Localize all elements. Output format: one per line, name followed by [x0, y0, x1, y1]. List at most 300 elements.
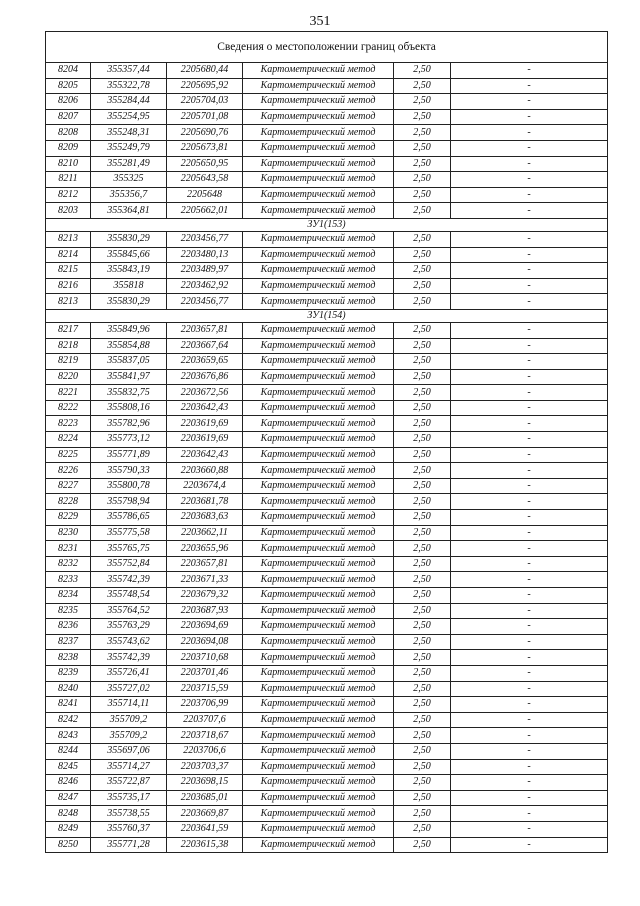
y-coordinate-cell: 2203456,77	[167, 294, 243, 310]
y-coordinate-cell: 2205701,08	[167, 109, 243, 125]
y-coordinate-cell: 2205673,81	[167, 140, 243, 156]
y-coordinate-cell: 2205680,44	[167, 63, 243, 79]
table-title: Сведения о местоположении границ объекта	[46, 32, 608, 63]
table-row	[46, 837, 608, 853]
method-cell: Картометрический метод	[243, 603, 394, 619]
table-row	[46, 790, 608, 806]
note-cell: -	[451, 588, 608, 604]
x-coordinate-cell: 355743,62	[91, 634, 167, 650]
y-coordinate-cell: 2203706,6	[167, 743, 243, 759]
point-number-cell: 8212	[46, 187, 91, 203]
y-coordinate-cell: 2203674,4	[167, 478, 243, 494]
x-coordinate-cell: 355248,31	[91, 125, 167, 141]
accuracy-cell: 2,50	[394, 156, 451, 172]
y-coordinate-cell: 2205650,95	[167, 156, 243, 172]
y-coordinate-cell: 2203642,43	[167, 447, 243, 463]
method-cell: Картометрический метод	[243, 354, 394, 370]
method-cell: Картометрический метод	[243, 432, 394, 448]
x-coordinate-cell: 355782,96	[91, 416, 167, 432]
point-number-cell: 8203	[46, 203, 91, 219]
y-coordinate-cell: 2203679,32	[167, 588, 243, 604]
boundary-table	[45, 31, 608, 853]
x-coordinate-cell: 355697,06	[91, 743, 167, 759]
accuracy-cell: 2,50	[394, 572, 451, 588]
method-cell: Картометрический метод	[243, 125, 394, 141]
accuracy-cell: 2,50	[394, 463, 451, 479]
method-cell: Картометрический метод	[243, 759, 394, 775]
accuracy-cell: 2,50	[394, 650, 451, 666]
point-number-cell: 8213	[46, 231, 91, 247]
y-coordinate-cell: 2203657,81	[167, 322, 243, 338]
note-cell: -	[451, 203, 608, 219]
accuracy-cell: 2,50	[394, 294, 451, 310]
table-row	[46, 728, 608, 744]
point-number-cell: 8230	[46, 525, 91, 541]
point-number-cell: 8223	[46, 416, 91, 432]
note-cell: -	[451, 231, 608, 247]
x-coordinate-cell: 355254,95	[91, 109, 167, 125]
table-row	[46, 712, 608, 728]
accuracy-cell: 2,50	[394, 447, 451, 463]
point-number-cell: 8228	[46, 494, 91, 510]
point-number-cell: 8207	[46, 109, 91, 125]
table-row	[46, 203, 608, 219]
accuracy-cell: 2,50	[394, 385, 451, 401]
note-cell: -	[451, 634, 608, 650]
accuracy-cell: 2,50	[394, 400, 451, 416]
point-number-cell: 8246	[46, 775, 91, 791]
point-number-cell: 8242	[46, 712, 91, 728]
accuracy-cell: 2,50	[394, 775, 451, 791]
x-coordinate-cell: 355357,44	[91, 63, 167, 79]
accuracy-cell: 2,50	[394, 140, 451, 156]
x-coordinate-cell: 355832,75	[91, 385, 167, 401]
x-coordinate-cell: 355735,17	[91, 790, 167, 806]
point-number-cell: 8205	[46, 78, 91, 94]
y-coordinate-cell: 2203669,87	[167, 806, 243, 822]
note-cell: -	[451, 525, 608, 541]
table-row	[46, 510, 608, 526]
x-coordinate-cell: 355281,49	[91, 156, 167, 172]
method-cell: Картометрический метод	[243, 775, 394, 791]
y-coordinate-cell: 2203706,99	[167, 697, 243, 713]
y-coordinate-cell: 2203718,67	[167, 728, 243, 744]
table-row	[46, 541, 608, 557]
y-coordinate-cell: 2203489,97	[167, 263, 243, 279]
table-row	[46, 603, 608, 619]
section-title: ЗУ1(154)	[46, 309, 608, 322]
point-number-cell: 8244	[46, 743, 91, 759]
note-cell: -	[451, 837, 608, 853]
point-number-cell: 8214	[46, 247, 91, 263]
x-coordinate-cell: 355748,54	[91, 588, 167, 604]
method-cell: Картометрический метод	[243, 63, 394, 79]
point-number-cell: 8231	[46, 541, 91, 557]
table-row	[46, 619, 608, 635]
y-coordinate-cell: 2203619,69	[167, 432, 243, 448]
x-coordinate-cell: 355798,94	[91, 494, 167, 510]
x-coordinate-cell: 355742,39	[91, 650, 167, 666]
method-cell: Картометрический метод	[243, 556, 394, 572]
note-cell: -	[451, 556, 608, 572]
method-cell: Картометрический метод	[243, 821, 394, 837]
y-coordinate-cell: 2203703,37	[167, 759, 243, 775]
y-coordinate-cell: 2203701,46	[167, 665, 243, 681]
method-cell: Картометрический метод	[243, 806, 394, 822]
section-title: ЗУ1(153)	[46, 218, 608, 231]
table-row	[46, 400, 608, 416]
point-number-cell: 8243	[46, 728, 91, 744]
method-cell: Картометрический метод	[243, 416, 394, 432]
note-cell: -	[451, 743, 608, 759]
point-number-cell: 8218	[46, 338, 91, 354]
x-coordinate-cell: 355764,52	[91, 603, 167, 619]
accuracy-cell: 2,50	[394, 203, 451, 219]
note-cell: -	[451, 665, 608, 681]
y-coordinate-cell: 2203681,78	[167, 494, 243, 510]
note-cell: -	[451, 294, 608, 310]
y-coordinate-cell: 2203619,69	[167, 416, 243, 432]
table-row	[46, 775, 608, 791]
x-coordinate-cell: 355765,75	[91, 541, 167, 557]
accuracy-cell: 2,50	[394, 478, 451, 494]
accuracy-cell: 2,50	[394, 588, 451, 604]
accuracy-cell: 2,50	[394, 94, 451, 110]
method-cell: Картометрический метод	[243, 140, 394, 156]
accuracy-cell: 2,50	[394, 494, 451, 510]
table-row	[46, 525, 608, 541]
note-cell: -	[451, 619, 608, 635]
method-cell: Картометрический метод	[243, 541, 394, 557]
table-row	[46, 125, 608, 141]
x-coordinate-cell: 355709,2	[91, 728, 167, 744]
method-cell: Картометрический метод	[243, 510, 394, 526]
x-coordinate-cell: 355773,12	[91, 432, 167, 448]
table-row	[46, 94, 608, 110]
method-cell: Картометрический метод	[243, 588, 394, 604]
y-coordinate-cell: 2203667,64	[167, 338, 243, 354]
point-number-cell: 8229	[46, 510, 91, 526]
point-number-cell: 8235	[46, 603, 91, 619]
point-number-cell: 8210	[46, 156, 91, 172]
note-cell: -	[451, 78, 608, 94]
method-cell: Картометрический метод	[243, 156, 394, 172]
table-row	[46, 156, 608, 172]
accuracy-cell: 2,50	[394, 541, 451, 557]
accuracy-cell: 2,50	[394, 790, 451, 806]
accuracy-cell: 2,50	[394, 231, 451, 247]
y-coordinate-cell: 2203685,01	[167, 790, 243, 806]
note-cell: -	[451, 125, 608, 141]
note-cell: -	[451, 681, 608, 697]
note-cell: -	[451, 603, 608, 619]
note-cell: -	[451, 697, 608, 713]
table-row	[46, 665, 608, 681]
method-cell: Картометрический метод	[243, 322, 394, 338]
point-number-cell: 8225	[46, 447, 91, 463]
method-cell: Картометрический метод	[243, 369, 394, 385]
method-cell: Картометрический метод	[243, 338, 394, 354]
method-cell: Картометрический метод	[243, 400, 394, 416]
method-cell: Картометрический метод	[243, 263, 394, 279]
y-coordinate-cell: 2205690,76	[167, 125, 243, 141]
x-coordinate-cell: 355775,58	[91, 525, 167, 541]
x-coordinate-cell: 355790,33	[91, 463, 167, 479]
point-number-cell: 8204	[46, 63, 91, 79]
table-row	[46, 759, 608, 775]
note-cell: -	[451, 416, 608, 432]
accuracy-cell: 2,50	[394, 278, 451, 294]
y-coordinate-cell: 2203710,68	[167, 650, 243, 666]
y-coordinate-cell: 2205695,92	[167, 78, 243, 94]
table-row	[46, 172, 608, 188]
method-cell: Картометрический метод	[243, 278, 394, 294]
method-cell: Картометрический метод	[243, 247, 394, 263]
y-coordinate-cell: 2203662,11	[167, 525, 243, 541]
accuracy-cell: 2,50	[394, 354, 451, 370]
point-number-cell: 8234	[46, 588, 91, 604]
note-cell: -	[451, 463, 608, 479]
method-cell: Картометрический метод	[243, 728, 394, 744]
method-cell: Картометрический метод	[243, 743, 394, 759]
accuracy-cell: 2,50	[394, 109, 451, 125]
note-cell: -	[451, 790, 608, 806]
method-cell: Картометрический метод	[243, 697, 394, 713]
note-cell: -	[451, 447, 608, 463]
x-coordinate-cell: 355786,65	[91, 510, 167, 526]
x-coordinate-cell: 355742,39	[91, 572, 167, 588]
table-row	[46, 354, 608, 370]
method-cell: Картометрический метод	[243, 109, 394, 125]
y-coordinate-cell: 2203659,65	[167, 354, 243, 370]
method-cell: Картометрический метод	[243, 294, 394, 310]
y-coordinate-cell: 2205662,01	[167, 203, 243, 219]
point-number-cell: 8217	[46, 322, 91, 338]
table-row	[46, 432, 608, 448]
table-row	[46, 278, 608, 294]
point-number-cell: 8215	[46, 263, 91, 279]
method-cell: Картометрический метод	[243, 172, 394, 188]
y-coordinate-cell: 2203641,59	[167, 821, 243, 837]
note-cell: -	[451, 94, 608, 110]
y-coordinate-cell: 2205648	[167, 187, 243, 203]
x-coordinate-cell: 355800,78	[91, 478, 167, 494]
x-coordinate-cell: 355854,88	[91, 338, 167, 354]
note-cell: -	[451, 572, 608, 588]
table-row	[46, 743, 608, 759]
method-cell: Картометрический метод	[243, 665, 394, 681]
accuracy-cell: 2,50	[394, 743, 451, 759]
note-cell: -	[451, 338, 608, 354]
table-row	[46, 416, 608, 432]
table-row	[46, 294, 608, 310]
note-cell: -	[451, 400, 608, 416]
point-number-cell: 8221	[46, 385, 91, 401]
table-row	[46, 806, 608, 822]
section-row	[46, 309, 608, 322]
y-coordinate-cell: 2203456,77	[167, 231, 243, 247]
note-cell: -	[451, 109, 608, 125]
method-cell: Картометрический метод	[243, 650, 394, 666]
table-header-row	[46, 32, 608, 63]
table-row	[46, 556, 608, 572]
note-cell: -	[451, 759, 608, 775]
accuracy-cell: 2,50	[394, 125, 451, 141]
note-cell: -	[451, 354, 608, 370]
x-coordinate-cell: 355714,27	[91, 759, 167, 775]
table-row	[46, 247, 608, 263]
point-number-cell: 8224	[46, 432, 91, 448]
table-row	[46, 572, 608, 588]
y-coordinate-cell: 2205643,58	[167, 172, 243, 188]
method-cell: Картометрический метод	[243, 203, 394, 219]
note-cell: -	[451, 728, 608, 744]
point-number-cell: 8206	[46, 94, 91, 110]
y-coordinate-cell: 2203660,88	[167, 463, 243, 479]
table-row	[46, 478, 608, 494]
y-coordinate-cell: 2203683,63	[167, 510, 243, 526]
accuracy-cell: 2,50	[394, 63, 451, 79]
accuracy-cell: 2,50	[394, 525, 451, 541]
y-coordinate-cell: 2205704,03	[167, 94, 243, 110]
x-coordinate-cell: 355760,37	[91, 821, 167, 837]
table-row	[46, 821, 608, 837]
method-cell: Картометрический метод	[243, 447, 394, 463]
table-row	[46, 650, 608, 666]
table-row	[46, 231, 608, 247]
page-number: 351	[309, 14, 331, 29]
x-coordinate-cell: 355726,41	[91, 665, 167, 681]
point-number-cell: 8249	[46, 821, 91, 837]
table-row	[46, 140, 608, 156]
table-row	[46, 634, 608, 650]
point-number-cell: 8222	[46, 400, 91, 416]
point-number-cell: 8226	[46, 463, 91, 479]
y-coordinate-cell: 2203672,56	[167, 385, 243, 401]
method-cell: Картометрический метод	[243, 681, 394, 697]
y-coordinate-cell: 2203480,13	[167, 247, 243, 263]
y-coordinate-cell: 2203687,93	[167, 603, 243, 619]
note-cell: -	[451, 263, 608, 279]
note-cell: -	[451, 247, 608, 263]
boundary-table-container	[45, 31, 607, 853]
x-coordinate-cell: 355364,81	[91, 203, 167, 219]
point-number-cell: 8250	[46, 837, 91, 853]
table-row	[46, 322, 608, 338]
method-cell: Картометрический метод	[243, 712, 394, 728]
accuracy-cell: 2,50	[394, 821, 451, 837]
x-coordinate-cell: 355830,29	[91, 231, 167, 247]
note-cell: -	[451, 432, 608, 448]
accuracy-cell: 2,50	[394, 712, 451, 728]
x-coordinate-cell: 355843,19	[91, 263, 167, 279]
method-cell: Картометрический метод	[243, 525, 394, 541]
table-row	[46, 681, 608, 697]
x-coordinate-cell: 355709,2	[91, 712, 167, 728]
accuracy-cell: 2,50	[394, 416, 451, 432]
x-coordinate-cell: 355738,55	[91, 806, 167, 822]
point-number-cell: 8219	[46, 354, 91, 370]
y-coordinate-cell: 2203707,6	[167, 712, 243, 728]
accuracy-cell: 2,50	[394, 322, 451, 338]
table-row	[46, 385, 608, 401]
x-coordinate-cell: 355818	[91, 278, 167, 294]
note-cell: -	[451, 650, 608, 666]
accuracy-cell: 2,50	[394, 728, 451, 744]
y-coordinate-cell: 2203615,38	[167, 837, 243, 853]
y-coordinate-cell: 2203642,43	[167, 400, 243, 416]
accuracy-cell: 2,50	[394, 681, 451, 697]
accuracy-cell: 2,50	[394, 806, 451, 822]
method-cell: Картометрический метод	[243, 478, 394, 494]
point-number-cell: 8240	[46, 681, 91, 697]
y-coordinate-cell: 2203676,86	[167, 369, 243, 385]
x-coordinate-cell: 355714,11	[91, 697, 167, 713]
method-cell: Картометрический метод	[243, 187, 394, 203]
point-number-cell: 8227	[46, 478, 91, 494]
table-row	[46, 187, 608, 203]
method-cell: Картометрический метод	[243, 619, 394, 635]
method-cell: Картометрический метод	[243, 94, 394, 110]
method-cell: Картометрический метод	[243, 572, 394, 588]
note-cell: -	[451, 478, 608, 494]
point-number-cell: 8211	[46, 172, 91, 188]
point-number-cell: 8232	[46, 556, 91, 572]
x-coordinate-cell: 355830,29	[91, 294, 167, 310]
note-cell: -	[451, 712, 608, 728]
accuracy-cell: 2,50	[394, 619, 451, 635]
x-coordinate-cell: 355771,89	[91, 447, 167, 463]
point-number-cell: 8233	[46, 572, 91, 588]
method-cell: Картометрический метод	[243, 837, 394, 853]
y-coordinate-cell: 2203698,15	[167, 775, 243, 791]
y-coordinate-cell: 2203462,92	[167, 278, 243, 294]
y-coordinate-cell: 2203694,69	[167, 619, 243, 635]
table-row	[46, 369, 608, 385]
accuracy-cell: 2,50	[394, 187, 451, 203]
accuracy-cell: 2,50	[394, 603, 451, 619]
point-number-cell: 8239	[46, 665, 91, 681]
point-number-cell: 8247	[46, 790, 91, 806]
x-coordinate-cell: 355284,44	[91, 94, 167, 110]
note-cell: -	[451, 369, 608, 385]
accuracy-cell: 2,50	[394, 369, 451, 385]
x-coordinate-cell: 355249,79	[91, 140, 167, 156]
table-row	[46, 63, 608, 79]
x-coordinate-cell: 355771,28	[91, 837, 167, 853]
accuracy-cell: 2,50	[394, 837, 451, 853]
method-cell: Картометрический метод	[243, 634, 394, 650]
accuracy-cell: 2,50	[394, 665, 451, 681]
note-cell: -	[451, 140, 608, 156]
point-number-cell: 8236	[46, 619, 91, 635]
note-cell: -	[451, 541, 608, 557]
x-coordinate-cell: 355763,29	[91, 619, 167, 635]
point-number-cell: 8237	[46, 634, 91, 650]
accuracy-cell: 2,50	[394, 263, 451, 279]
accuracy-cell: 2,50	[394, 759, 451, 775]
point-number-cell: 8213	[46, 294, 91, 310]
x-coordinate-cell: 355841,97	[91, 369, 167, 385]
accuracy-cell: 2,50	[394, 338, 451, 354]
note-cell: -	[451, 775, 608, 791]
section-row	[46, 218, 608, 231]
accuracy-cell: 2,50	[394, 510, 451, 526]
accuracy-cell: 2,50	[394, 432, 451, 448]
x-coordinate-cell: 355356,7	[91, 187, 167, 203]
method-cell: Картометрический метод	[243, 494, 394, 510]
note-cell: -	[451, 187, 608, 203]
